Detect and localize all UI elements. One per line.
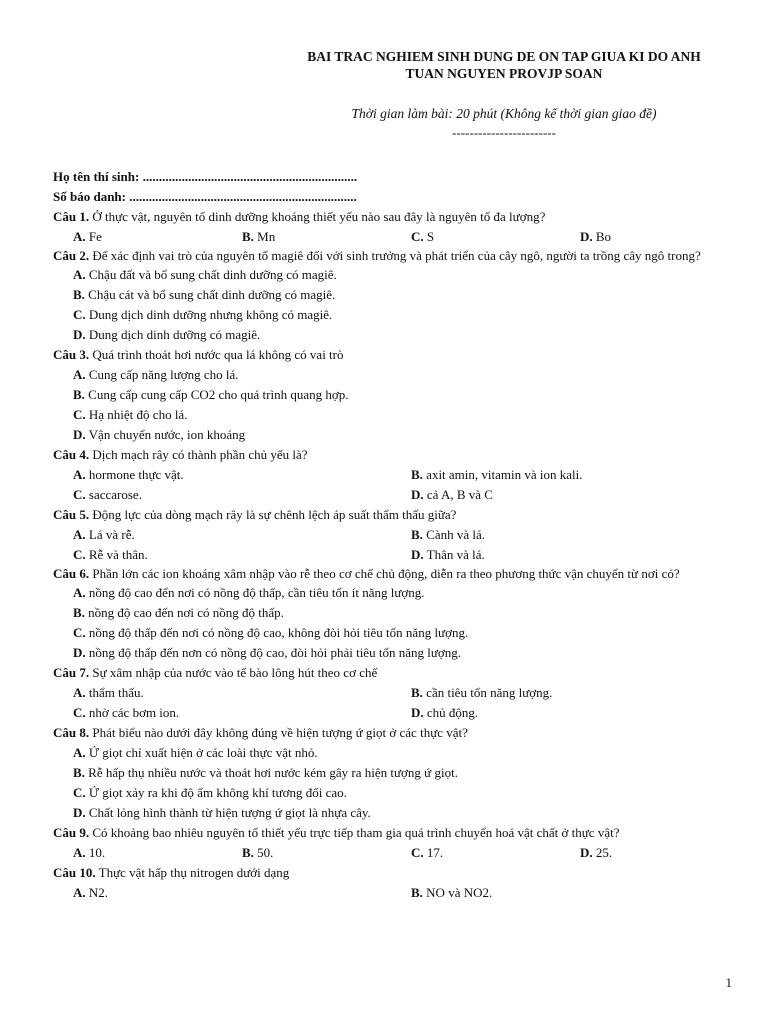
q5-option-d: D. Thân và lá. [411, 547, 485, 562]
q3-option-c: C. Hạ nhiệt độ cho lá. [73, 407, 188, 422]
q10-option-b: B. NO và NO2. [411, 885, 493, 900]
q7-option-c: C. nhờ các bơm ion. [73, 705, 180, 720]
exam-content [53, 167, 743, 903]
q2-option-a: A. Chậu đất và bổ sung chất dinh dưỡng có magiê. [73, 267, 337, 282]
q2-option-c: C. Dung dịch dinh dưỡng nhưng không có magiê. [73, 307, 333, 322]
q5-option-b: B. Cành và lá. [411, 527, 486, 542]
q9-option-b: B. 50. [242, 845, 274, 860]
q1-option-b: B. Mn [242, 229, 276, 244]
q7-option-b: B. cần tiêu tốn năng lượng. [411, 685, 553, 700]
q10-option-a: A. N2. [73, 885, 109, 900]
q5-option-a: A. Lá và rễ. [73, 527, 135, 542]
q5-options-row1 [53, 525, 743, 545]
q7-option-a: A. thẩm thấu. [73, 685, 144, 700]
q2-option-d: D. Dung dịch dinh dưỡng có magiê. [73, 327, 261, 342]
q9-option-d: D. 25. [580, 845, 613, 860]
q3-option-b: B. Cung cấp cung cấp CO2 cho quá trình quang hợp. [73, 387, 349, 402]
question-4: Câu 4. Dịch mạch rây có thành phần chủ yếu là? [53, 447, 308, 462]
q10-options-row1 [53, 883, 743, 903]
q2-option-b: B. Chậu cát và bổ sung chất dinh dưỡng có magiê. [73, 287, 336, 302]
q3-option-d: D. Vận chuyển nước, ion khoáng [73, 427, 246, 442]
student-name-line: Họ tên thí sinh: .................................................................. [53, 169, 358, 184]
q9-option-c: C. 17. [411, 845, 444, 860]
student-id-line: Số báo danh: ...................................................................... [53, 189, 357, 204]
title-line-1: BAI TRAC NGHIEM SINH DUNG DE ON TAP GIUA KI DO ANH [307, 49, 701, 64]
q6-option-a: A. nồng độ cao đến nơi có nồng độ thấp, cần tiêu tốn ít năng lượng. [73, 585, 425, 600]
q8-option-b: B. Rễ hấp thụ nhiều nước và thoát hơi nước kém gây ra hiện tượng ứ giọt. [73, 765, 458, 780]
q4-option-b: B. axit amin, vitamin và ion kali. [411, 467, 583, 482]
title-line-2: TUAN NGUYEN PROVJP SOAN [405, 66, 603, 81]
question-8: Câu 8. Phát biểu nào dưới đây không đúng về hiện tượng ứ giọt ở các thực vật? [53, 725, 468, 740]
q8-option-c: C. Ứ giọt xảy ra khi độ ẩm không khí tương đối cao. [73, 785, 347, 800]
q4-options-row2 [53, 485, 743, 505]
q4-option-a: A. hormone thực vật. [73, 467, 184, 482]
q9-option-a: A. 10. [73, 845, 106, 860]
q4-option-c: C. saccarose. [73, 487, 142, 502]
page-number: 1 [725, 975, 732, 990]
document-title [268, 48, 740, 82]
q1-option-c: C. S [411, 229, 435, 244]
question-3: Câu 3. Quá trình thoát hơi nước qua lá không có vai trò [53, 347, 344, 362]
q4-options-row1 [53, 465, 743, 485]
q6-option-d: D. nồng độ thấp đến nơn có nồng độ cao, đòi hỏi phải tiêu tốn năng lượng. [73, 645, 461, 660]
q5-options-row2 [53, 545, 743, 565]
q5-option-c: C. Rễ và thân. [73, 547, 148, 562]
q8-option-d: D. Chất lỏng hình thành từ hiện tượng ứ giọt là nhựa cây. [73, 805, 371, 820]
question-2: Câu 2. Để xác định vai trò của nguyên tố magiê đối với sinh trưởng và phát triển của cây ngô, người ta trồng cây ngô trong? [53, 248, 701, 263]
q8-option-a: A. Ứ giọt chỉ xuất hiện ở các loài thực vật nhỏ. [73, 745, 318, 760]
q6-option-b: B. nồng độ cao đến nơi có nồng độ thấp. [73, 605, 284, 620]
q7-options-row1 [53, 683, 743, 703]
q1-option-a: A. Fe [73, 229, 102, 244]
q7-options-row2 [53, 703, 743, 723]
title-separator: ------------------------ [452, 125, 556, 140]
q6-option-c: C. nồng độ thấp đến nơi có nồng độ cao, không đòi hỏi tiêu tốn năng lượng. [73, 625, 469, 640]
q4-option-d: D. cả A, B và C [411, 487, 493, 502]
question-7: Câu 7. Sự xâm nhập của nước vào tế bào lông hút theo cơ chế [53, 665, 378, 680]
question-10: Câu 10. Thực vật hấp thụ nitrogen dưới dạng [53, 865, 290, 880]
question-1: Câu 1. Ở thực vật, nguyên tố dinh dưỡng khoáng thiết yếu nào sau đây là nguyên tố đa lượng? [53, 209, 546, 224]
question-5: Câu 5. Động lực của dòng mạch rây là sự chênh lệch áp suất thẩm thấu giữa? [53, 507, 457, 522]
q3-option-a: A. Cung cấp năng lượng cho lá. [73, 367, 239, 382]
q9-options [53, 843, 743, 863]
question-6: Câu 6. Phần lớn các ion khoáng xâm nhập vào rễ theo cơ chế chủ động, diễn ra theo phương thức vận chuyển từ nơi có? [53, 566, 680, 581]
q7-option-d: D. chủ động. [411, 705, 479, 720]
question-9: Câu 9. Có khoảng bao nhiêu nguyên tố thiết yếu trực tiếp tham gia quá trình chuyển hoá vật chất ở thực vật? [53, 825, 620, 840]
q1-options [53, 227, 743, 247]
time-note: Thời gian làm bài: 20 phút (Không kể thời gian giao đề) [351, 106, 657, 121]
q1-option-d: D. Bo [580, 229, 612, 244]
